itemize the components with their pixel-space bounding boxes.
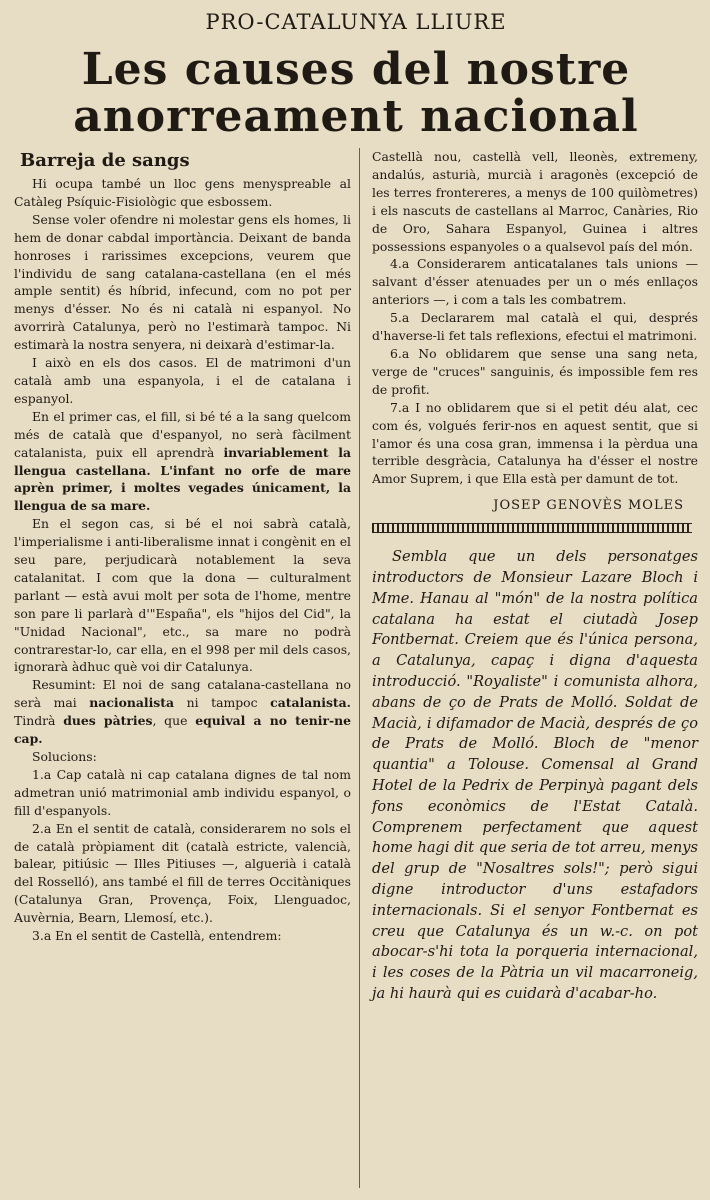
paragraph: Hi ocupa també un lloc gens menyspreable al Catàleg Psíquic-Fisiològic que esbossem. xyxy=(14,176,351,209)
right-column xyxy=(359,148,698,1188)
paragraph: 6.a No oblidarem que sense una sang neta, verge de "cruces" sanguinis, és impossible fem res de profit. xyxy=(372,345,698,397)
text-run: ni tampoc xyxy=(174,695,271,711)
paragraph xyxy=(14,408,351,515)
paragraph: 5.a Declararem mal català el qui, després d'haverse-li fet tals reflexions, efectui el matrimoni. xyxy=(372,310,698,344)
text-run: En el primer cas, el fill, si bé té a la sang quelcom més de català que d'espanyol, no serà fàcilment catalanista, puix ell aprendrà xyxy=(14,408,351,460)
paragraph xyxy=(14,676,351,748)
paragraph: Sembla que un dels personatges introductors de Monsieur Lazare Bloch i Mme. Hanau al "món" de la nostra política catalana ha estat el ciutadà Josep Fontbernat. Creiem que és l'única persona, a Catalunya, capaç i digna d'aquesta introducció. "Royaliste" i comunista alhora, abans de ço de Prats de Molló. Soldat de Macià, i difamador de Macià, després de ço de Prats de Molló. Bloch de "menor quantia" a Tolouse. Comensal al Grand Hotel de la Pedrix de Perpinyà pagant dels fons econòmics de l'Estat Català. Comprenem perfectament que aquest home hagi dit que seria de tot arreu, menys del grup de "Nosaltres sols!"; però sigui digne introductor d'uns estafadors internacionals. Si el senyor Fontbernat es creu que Catalunya és un w.-c. on pot abocar-s'hi tota la porqueria internacional, i les coses de la Pàtria un vil macarroneig, ja hi haurà qui es cuidarà d'acabar-ho. xyxy=(372,548,698,1002)
paragraph: 3.a En el sentit de Castellà, entendrem: xyxy=(32,928,282,944)
paragraph: 2.a En el sentit de català, considerarem no sols el de català pròpiament dit (català estricte, valencià, balear, pitiúsic — Illes Pitiuses —, alguerià i català del Rosselló), ans també el fill de terres Occitàniques (Catalunya Gran, Provença, Foix, Llenguadoc, Auvèrnia, Bearn, Llemosí, etc.). xyxy=(14,820,351,926)
text-run: Tindrà xyxy=(14,713,64,729)
left-column xyxy=(14,148,359,1188)
bold-text-run: dues pàtries xyxy=(63,713,153,729)
bold-text-run: equival a no tenir-ne cap. xyxy=(14,713,352,747)
ornamental-divider xyxy=(372,523,692,533)
section-title: Barreja de sangs xyxy=(20,150,190,171)
paragraph: I això en els dos casos. El de matrimoni d'un català amb una espanyola, i el de catalana i espanyol. xyxy=(14,355,351,406)
headline-line-1: Les causes del nostre xyxy=(81,44,631,95)
bold-text-run: catalanista. xyxy=(270,695,351,711)
paragraph: Sense voler ofendre ni molestar gens els homes, li hem de donar cabdal importància. Deixant de banda honroses i rarissimes excepcions, veurem que l'individu de sang catalana-castellana (en el més ample sentit) és híbrid, infecund, com no pot per menys d'ésser. No és ni català ni espanyol. No avorrirà Catalunya, però no l'estimarà tampoc. Ni estimarà la nostra senyera, ni deixarà d'estimar-la. xyxy=(14,211,351,353)
paragraph: 7.a I no oblidarem que si el petit déu alat, cec com és, volgués ferir-nos en aquest sentit, que si l'amor és una cosa gran, immensa i la pèrdua una terrible desgràcia, Catalunya ha d'ésser el nostre Amor Suprem, i que Ella està per damunt de tot. xyxy=(372,399,698,487)
paragraph: En el segon cas, si bé el noi sabrà català, l'imperialisme i anti-liberalisme innat i congènit en el seu pare, perjudicarà notablement la seva catalanitat. I com que la dona — culturalment parlant — està avui molt per sota de l'home, mentre son pare li parlarà d'"España", els "hijos del Cid", la "Unidad Nacional", etc., sa mare no podrà contrarestar-lo, car ella, en el 998 per mil dels casos, ignorarà àdhuc què voi dir Catalunya. xyxy=(14,516,351,675)
article-columns xyxy=(14,148,698,1188)
headline xyxy=(14,46,698,140)
headline-line-2: anorreament nacional xyxy=(73,91,639,142)
paragraph: Solucions: xyxy=(32,749,97,764)
section-kicker: PRO-CATALUNYA LLIURE xyxy=(205,10,507,34)
author-signature: JOSEP GENOVÈS MOLES xyxy=(493,498,684,514)
paragraph: Castellà nou, castellà vell, lleonès, extremeny, andalús, asturià, murcià i aragonès (excepció de les terres frontereres, a menys de 100 quilòmetres) i els nascuts de castellans al Marroc, Canàries, Rio de Oro, Sahara Espanyol, Guinea i altres possessions espanyoles o a qualsevol país del món. xyxy=(372,149,698,254)
paragraph: 4.a Considerarem anticatalanes tals unions —salvant d'ésser atenuades per un o més enllaços anteriors —, i com a tals les combatrem. xyxy=(372,256,698,308)
italic-notice xyxy=(372,547,698,1005)
text-run: , que xyxy=(152,713,196,729)
paragraph: 1.a Cap català ni cap catalana dignes de tal nom admetran unió matrimonial amb individu espanyol, o fill d'espanyols. xyxy=(14,766,351,818)
bold-text-run: invariablement la llengua castellana. L'infant no orfe de mare aprèn primer, i moltes vegades únicament, la llengua de sa mare. xyxy=(14,444,351,514)
text-run: Resumint: El noi de sang catalana-castellana no serà mai xyxy=(14,677,351,711)
bold-text-run: nacionalista xyxy=(89,695,175,711)
